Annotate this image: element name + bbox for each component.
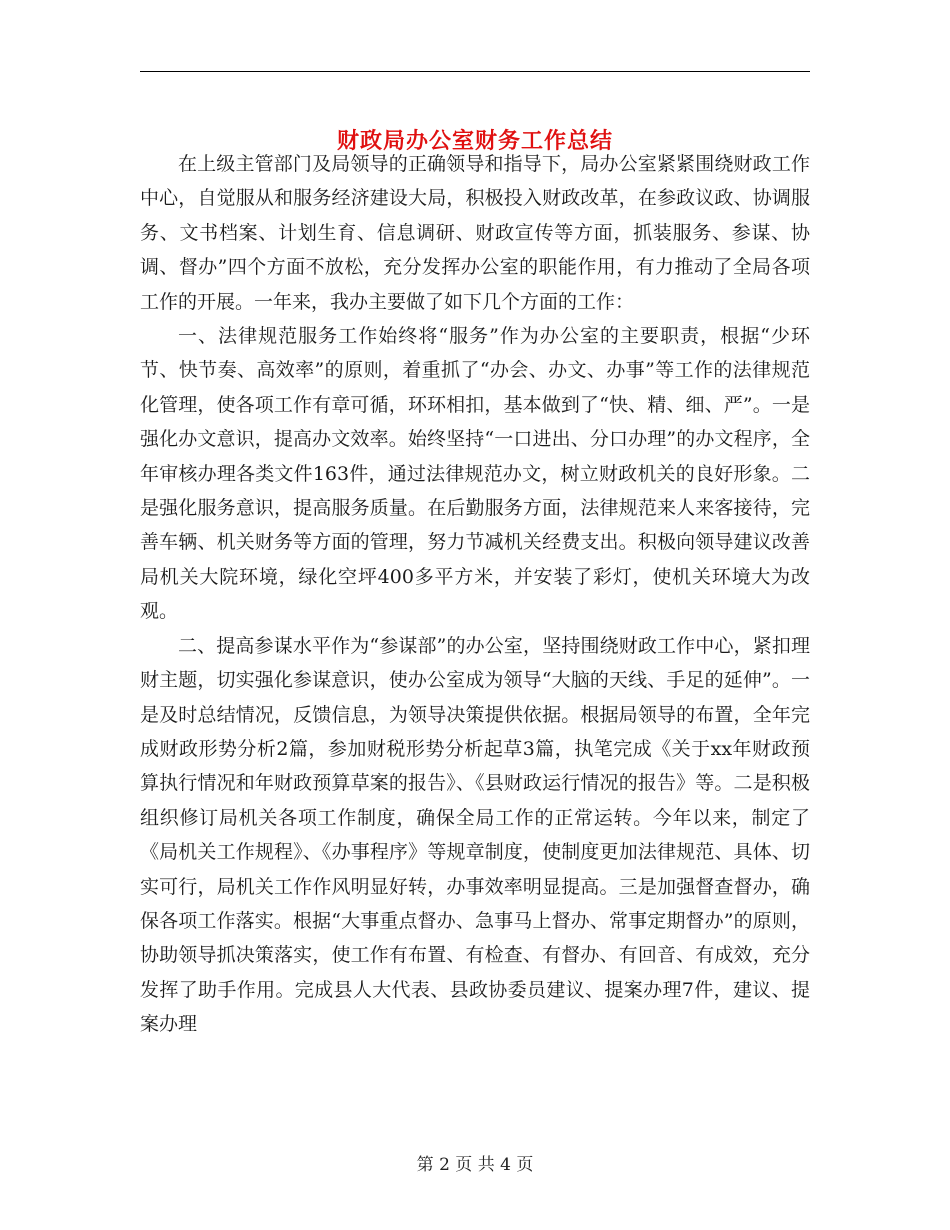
- page-number: 第 2 页 共 4 页: [416, 1155, 534, 1175]
- paragraph-service-work: 一、法律规范服务工作始终将“服务”作为办公室的主要职责，根据“少环节、快节奏、高效率”的原则，着重抓了“办会、办文、办事”等工作的法律规范化管理，使各项工作有章可循，环环相扣，基本做到了“快、精、细、严”。一是强化办文意识，提高办文效率。始终坚持“一口进出、分口办理”的办文程序，全年审核办理各类文件163件，通过法律规范办文，树立财政机关的良好形象。二是强化服务意识，提高服务质量。在后勤服务方面，法律规范来人来客接待，完善车辆、机关财务等方面的管理，努力节减机关经费支出。积极向领导建议改善局机关大院环境，绿化空坪400多平方米，并安装了彩灯，使机关环境大为改观。: [140, 325, 810, 623]
- document-body: [140, 147, 810, 1042]
- document-title: 财政局办公室财务工作总结: [336, 127, 613, 154]
- paragraph-intro: 在上级主管部门及局领导的正确领导和指导下，局办公室紧紧围绕财政工作中心，自觉服从和服务经济建设大局，积极投入财政改革，在参政议政、协调服务、文书档案、计划生育、信息调研、财政宣传等方面，抓装服务、参谋、协调、督办”四个方面不放松，充分发挥办公室的职能作用，有力推动了全局各项工作的开展。一年来，我办主要做了如下几个方面的工作：: [140, 153, 810, 313]
- header-rule: [140, 71, 810, 72]
- paragraph-advisory-level: 二、提高参谋水平作为“参谋部”的办公室，坚持围绕财政工作中心，紧扣理财主题，切实强化参谋意识，使办公室成为领导“大脑的天线、手足的延伸”。一是及时总结情况，反馈信息，为领导决策提供依据。根据局领导的布置，全年完成财政形势分析2篇，参加财税形势分析起草3篇，执笔完成《关于xx年财政预算执行情况和年财政预算草案的报告》、《县财政运行情况的报告》等。二是积极组织修订局机关各项工作制度，确保全局工作的正常运转。今年以来，制定了《局机关工作规程》、《办事程序》等规章制度，使制度更加法律规范、具体、切实可行，局机关工作作风明显好转，办事效率明显提高。三是加强督查督办，确保各项工作落实。根据“大事重点督办、急事马上督办、常事定期督办”的原则，协助领导抓决策落实，使工作有布置、有检查、有督办、有回音、有成效，充分发挥了助手作用。完成县人大代表、县政协委员建议、提案办理7件，建议、提案办理: [140, 634, 810, 1036]
